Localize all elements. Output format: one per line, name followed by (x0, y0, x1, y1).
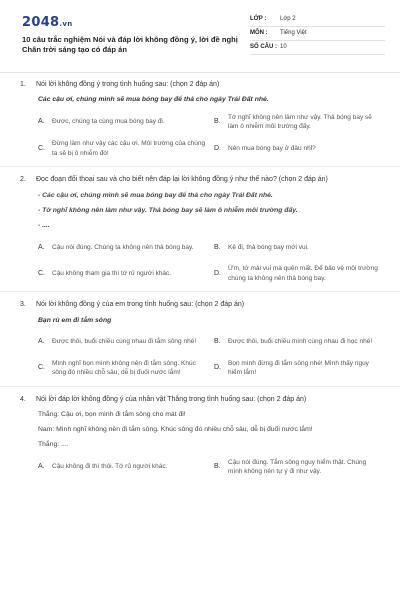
option-grid (0, 238, 400, 283)
option-letter: C. (38, 364, 45, 372)
option-text: Được thôi, buổi chiều mình cùng nhau đi học nhé! (228, 337, 373, 345)
meta-value: Tiếng Việt (280, 30, 307, 37)
dialogue-line: Thắng: Cậu ơi, bọn mình đi tắm sông cho mát đi! (38, 410, 186, 418)
meta-label: MÔN : (250, 30, 268, 37)
option-letter: A. (38, 337, 45, 345)
option-b[interactable] (214, 113, 382, 132)
meta-row-subject (250, 27, 385, 41)
meta-label: LỚP : (250, 16, 267, 23)
option-text: Nên mua bóng bay ở đâu nhỉ? (228, 145, 316, 153)
dialogue-line: Thắng: .... (38, 441, 69, 449)
option-a[interactable] (38, 333, 206, 351)
question-1 (0, 80, 400, 167)
question-number: 4. (20, 395, 26, 403)
question-number: 1. (20, 81, 26, 88)
dialogue-line: - Các cậu ơi, chúng mình sẽ mua bóng bay để thả cho ngày Trái Đất nhé. (38, 191, 273, 199)
question-text: Đọc đoạn đối thoại sau và cho biết nên đáp lại lời không đồng ý như thế nào? (chọn 2 đáp án) (36, 176, 328, 184)
option-d[interactable] (214, 139, 382, 158)
meta-row-count (250, 41, 385, 55)
option-b[interactable] (214, 238, 382, 256)
option-letter: C. (38, 269, 45, 277)
option-letter: D. (214, 145, 221, 153)
option-text: Được, chúng ta cùng mua bóng bay đi. (52, 118, 165, 126)
question-number: 3. (20, 301, 26, 309)
option-b[interactable] (214, 333, 382, 351)
option-b[interactable] (214, 458, 382, 477)
option-d[interactable] (214, 359, 382, 378)
logo-suffix: .vn (59, 20, 73, 28)
option-letter: C. (38, 145, 45, 153)
option-text: Cậu nói đúng. Tắm sông nguy hiểm thật. Chúng mình không nên tự ý đi như vậy. (228, 458, 367, 475)
header-divider (0, 72, 400, 73)
option-text: Ừm, tớ mải vui mà quên mất. Để bảo vệ môi trường chúng ta không nên thả bóng bay. (228, 265, 378, 282)
meta-row-class (250, 13, 385, 27)
page-title: 10 câu trắc nghiệm Nói và đáp lời không đồng ý, lời đề nghị Chân trời sáng tạo có đáp án (22, 34, 238, 55)
option-text: Được thôi, buổi chiều cùng nhau đi tắm sông nhé! (52, 337, 197, 345)
option-letter: A. (38, 118, 45, 126)
question-prompt: Bạn rủ em đi tắm sông (38, 316, 112, 324)
option-d[interactable] (214, 264, 382, 283)
dialogue-line: - Tớ nghĩ không nên làm như vậy. Thả bóng bay sẽ làm ô nhiễm môi trường đấy. (38, 206, 298, 214)
question-3 (0, 300, 400, 386)
question-2 (0, 175, 400, 292)
option-a[interactable] (38, 238, 206, 256)
option-letter: D. (214, 269, 221, 277)
option-c[interactable] (38, 359, 206, 378)
option-text: Tớ nghĩ không nên làm như vậy. Thả bóng bay sẽ làm ô nhiễm môi trường đấy. (228, 113, 372, 131)
option-letter: B. (214, 118, 221, 126)
meta-table (250, 13, 385, 55)
meta-label: SỐ CÂU : (250, 44, 277, 51)
option-a[interactable] (38, 113, 206, 132)
question-number: 2. (20, 176, 26, 184)
dialogue-line: - .... (38, 222, 50, 230)
meta-value: 10 (280, 44, 287, 51)
option-grid (0, 458, 400, 477)
question-4 (0, 395, 400, 485)
question-text: Nói lời không đồng ý của em trong tình huống sau: (chọn 2 đáp án) (36, 301, 245, 309)
option-c[interactable] (38, 264, 206, 283)
meta-value: Lớp 2 (280, 16, 296, 23)
option-text: Đừng làm như vậy các cậu ơi. Môi trường của chúng ta sẽ bị ô nhiễm đó! (52, 140, 206, 157)
option-text: Bọn mình đừng đi tắm sông nhé! Mình thấy nguy hiểm lắm! (228, 359, 369, 377)
option-text: Cậu nói đúng. Chúng ta không nên thả bóng bay. (52, 243, 194, 251)
option-text: Kệ đi, thả bóng bay mới vui. (228, 243, 309, 251)
option-text: Mình nghĩ bọn mình không nên đi tắm sông. Khúc sông đó nhiều chỗ sâu, dễ bị đuối nước lắm! (52, 359, 196, 377)
option-text: Cậu không tham gia thì tớ rủ người khác. (52, 269, 172, 277)
option-text: Cậu không đi thì thôi. Tớ rủ người khác. (52, 463, 168, 471)
question-text: Nói lời đáp lời không đồng ý của nhân vật Thắng trong tình huống sau: (chọn 2 đáp án) (36, 395, 307, 403)
option-grid (0, 113, 400, 159)
option-letter: B. (214, 463, 221, 471)
logo-text: 2048 (22, 15, 60, 30)
option-c[interactable] (38, 139, 206, 158)
dialogue-line: Nam: Mình nghĩ không nên đi tắm sông. Khúc sông đó nhiều chỗ sâu, dễ bị đuối nước lắm! (38, 426, 313, 434)
option-a[interactable] (38, 458, 206, 477)
question-prompt: Các cậu ơi, chúng mình sẽ mua bóng bay để thả cho ngày Trái Đất nhé. (38, 96, 269, 104)
option-letter: D. (214, 364, 221, 372)
question-list (0, 80, 400, 492)
option-letter: B. (214, 337, 221, 345)
page-header (0, 0, 400, 66)
question-text: Nói lời không đồng ý trong tình huống sau: (chọn 2 đáp án) (36, 81, 220, 88)
option-letter: A. (38, 243, 45, 251)
option-grid (0, 333, 400, 378)
option-letter: A. (38, 463, 45, 471)
option-letter: B. (214, 243, 221, 251)
